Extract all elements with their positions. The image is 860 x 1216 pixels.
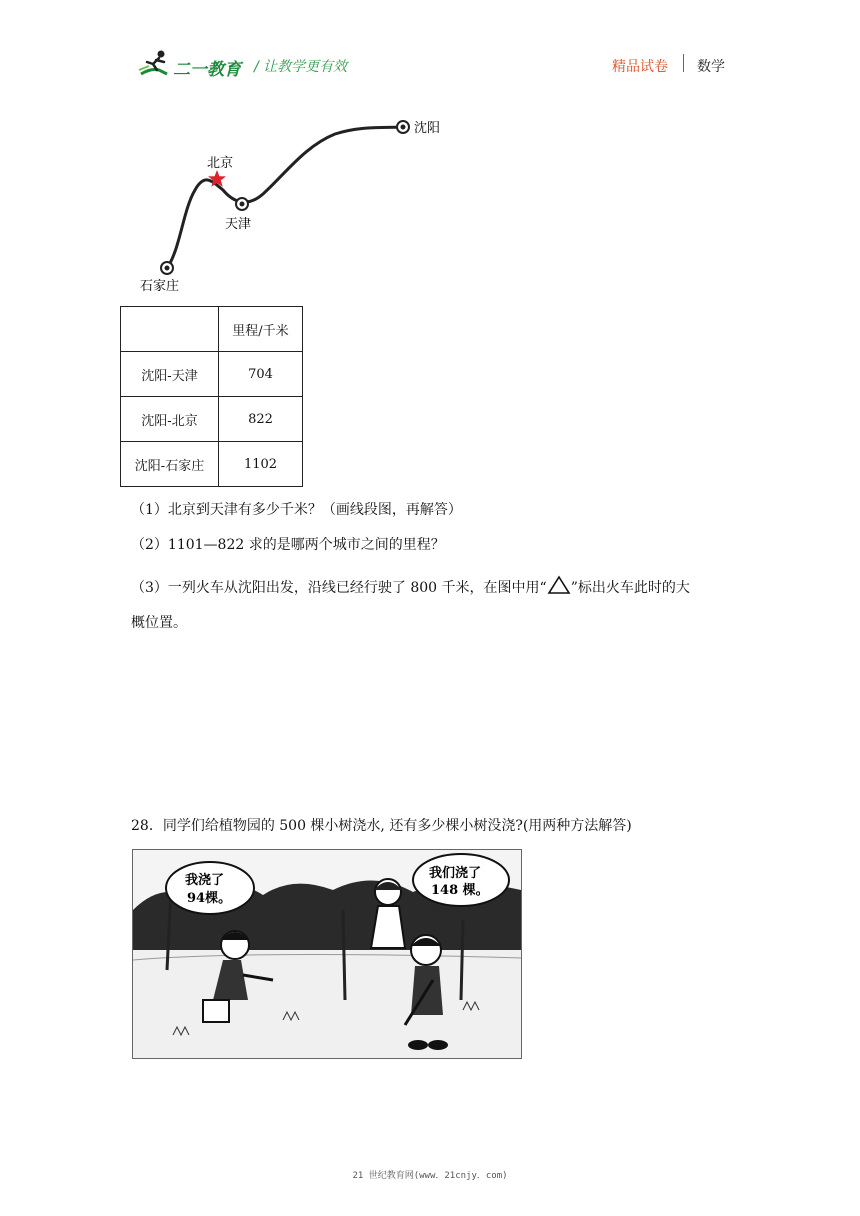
triangle-icon <box>547 575 571 595</box>
rail-route-map <box>135 110 455 300</box>
girl-figure <box>371 879 405 948</box>
distance-cell: 704 <box>219 352 303 397</box>
rail-line <box>167 127 403 268</box>
table-header-row <box>121 307 303 352</box>
route-cell: 沈阳-天津 <box>121 352 219 397</box>
route-cell: 沈阳-北京 <box>121 397 219 442</box>
question-2: （2）1101—822 求的是哪两个城市之间的里程？ <box>131 537 445 553</box>
brand-logo-text: 二一教育 <box>173 60 241 80</box>
route-cell: 沈阳-石家庄 <box>121 442 219 487</box>
question-3-continued: 概位置。 <box>131 615 187 631</box>
table-row <box>121 442 303 487</box>
question-3-text-b: ”标出火车此时的大 <box>570 580 690 596</box>
question-3-text-a: （3）一列火车从沈阳出发，沿线已经行驶了 800 千米，在图中用“ <box>131 580 547 596</box>
distance-cell: 1102 <box>219 442 303 487</box>
map-label-beijing: 北京 <box>207 156 234 171</box>
question-3 <box>131 575 690 597</box>
question-1: （1）北京到天津有多少千米？（画线段图，再解答） <box>131 502 462 518</box>
runner-logo-icon <box>137 48 173 78</box>
distance-cell: 822 <box>219 397 303 442</box>
map-label-shijiazhuang: 石家庄 <box>140 279 180 294</box>
table-row <box>121 352 303 397</box>
map-label-tianjin: 天津 <box>225 217 252 232</box>
paper-tag: 精品试卷 <box>612 59 668 75</box>
bubble-left-line1: 我浇了 <box>185 873 225 888</box>
speech-bubble-left <box>166 862 254 914</box>
table-row <box>121 397 303 442</box>
question-28: 28．同学们给植物园的 500 棵小树浇水, 还有多少棵小树没浇?(用两种方法解答) <box>131 818 632 834</box>
map-label-shenyang: 沈阳 <box>414 121 441 136</box>
subject-label: 数学 <box>697 59 725 75</box>
station-shenyang-icon <box>397 121 409 133</box>
tree-watering-illustration <box>132 849 522 1059</box>
station-shijiazhuang-icon <box>161 262 173 274</box>
header-divider <box>683 54 684 72</box>
table-header-cell <box>121 307 219 352</box>
brand-slogan: / 让教学更有效 <box>254 59 348 75</box>
bubble-right-line1: 我们浇了 <box>429 866 482 881</box>
station-tianjin-icon <box>236 198 248 210</box>
bubble-left-line2: 94棵。 <box>187 891 232 906</box>
distance-table <box>120 306 303 487</box>
bubble-right-line2: 148 棵。 <box>431 883 489 898</box>
page-footer: 21 世纪教育网(www．21cnjy．com) <box>352 1171 508 1181</box>
cartoon-scene <box>133 850 521 1058</box>
table-header-cell: 里程/千米 <box>219 307 303 352</box>
